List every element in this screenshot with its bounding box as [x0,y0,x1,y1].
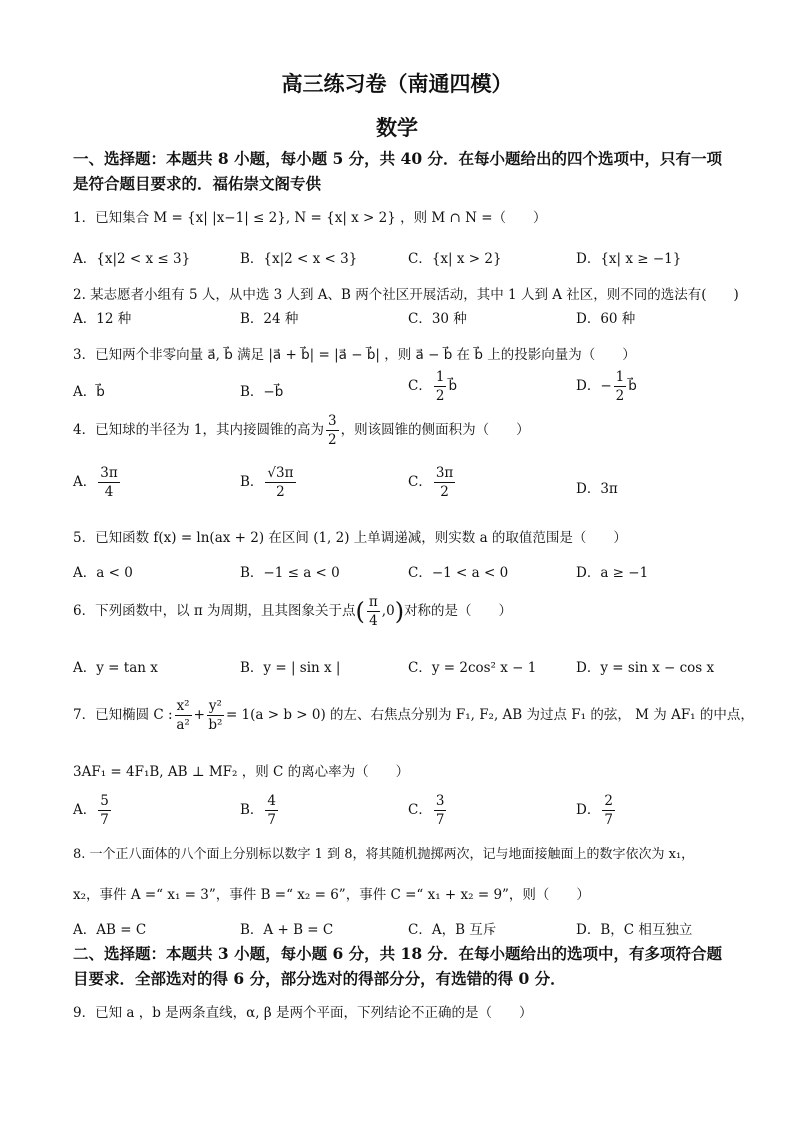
q4-option-c: C． $\frac{3\pi}{2}$ [408,465,454,500]
q6-option-d: D．y = sin x − cos x [576,660,715,676]
q2-option-c: C．30 种 [408,311,467,327]
q6-point-fraction: $\frac{\pi}{4}$ [368,594,378,629]
q7-stem-line1: 7．已知椭圆 C : $\frac{\text{x²}}{\text{a²}}$ + $\frac{\text{y²}}{\text{b²}}$ = 1(a > b > 0) 的左、右焦点分别为 F₁, F₂, AB 为过点 F₁ 的弦， M 为 AF₁ 的中点， [73,698,754,733]
q6-stem: 6．下列函数中，以 π 为周期，且其图象关于点( $\frac{\pi}{4}$ ,0)对称的是（ ） [73,594,513,629]
q7-option-c: C． $\frac{3}{7}$ [408,793,445,828]
q6-option-b: B．y = | sin x | [240,660,341,676]
q8-stem-line2: x₂，事件 A =“ x₁ = 3”，事件 B =“ x₂ = 6”，事件 C =“ x₁ + x₂ = 9”，则（ ） [73,887,590,903]
section-2-heading: 二、选择题：本题共 3 小题，每小题 6 分，共 18 分．在每小题给出的选项中，有多项符合题目要求．全部选对的得 6 分，部分选对的得部分分，有选错的得 0 分． [73,944,723,988]
q1-option-d: D．{x| x ≥ −1} [576,251,682,267]
q7-option-b: B． $\frac{4}{7}$ [240,793,277,828]
q6-option-c: C．y = 2cos² x − 1 [408,660,537,676]
q4-height-fraction: $\frac{3}{2}$ [327,413,337,448]
section-1-heading: 一、选择题：本题共 8 小题，每小题 5 分，共 40 分．在每小题给出的四个选项中，只有一项是符合题目要求的．福佑崇文阁专供 [73,149,723,193]
q7-option-d: D． $\frac{2}{7}$ [576,793,613,828]
q3-option-c: C． $\frac{1}{2}$ b⃗ [408,369,458,404]
q3-option-a: A．b⃗ [73,384,105,400]
q2-option-d: D．60 种 [576,311,636,327]
q4-option-b: B． $\frac{√3\pi}{2}$ [240,465,294,500]
subject-title: 数学 [376,115,418,140]
q1-option-b: B．{x|2 < x < 3} [240,251,358,267]
q8-option-c: C．A，B 互斥 [408,922,497,938]
q5-option-b: B．−1 ≤ a < 0 [240,565,340,581]
q4-stem: 4．已知球的半径为 1，其内接圆锥的高为 $\frac{3}{2}$ ，则该圆锥的侧面积为（ ） [73,413,530,448]
q4-option-a: A． $\frac{3\pi}{4}$ [73,465,118,500]
q5-option-d: D．a ≥ −1 [576,565,649,581]
q2-option-b: B．24 种 [240,311,299,327]
q3-option-d: D．− $\frac{1}{2}$ b⃗ [576,369,637,404]
q6-option-a: A．y = tan x [73,660,158,676]
q4-option-d: D．3π [576,481,618,497]
q8-stem-line1: 8. 一个正八面体的八个面上分别标以数字 1 到 8，将其随机抛掷两次，记与地面接触面上的数字依次为 x₁， [73,847,695,862]
q1-stem: 1．已知集合 M = {x| |x−1| ≤ 2}, N = {x| x > 2} ，则 M ∩ N =（ ） [73,210,547,226]
q7-option-a: A． $\frac{5}{7}$ [73,793,109,828]
q5-option-c: C．−1 < a < 0 [408,565,509,581]
q9-stem: 9．已知 a ，b 是两条直线，α, β 是两个平面，下列结论不正确的是（ ） [73,1005,533,1021]
q3-option-b: B．−b⃗ [240,384,284,400]
page-title: 高三练习卷（南通四模） [281,71,513,96]
q1-option-c: C．{x| x > 2} [408,251,502,267]
q7-stem-line2: 3AF₁ = 4F₁B, AB ⊥ MF₂ ，则 C 的离心率为（ ） [73,764,410,780]
q3-d-fraction: $\frac{1}{2}$ [615,369,625,404]
q2-option-a: A．12 种 [73,311,132,327]
q2-stem: 2. 某志愿者小组有 5 人，从中选 3 人到 A、B 两个社区开展活动，其中 1 人到 A 社区，则不同的选法有( ) [73,287,739,303]
q1-option-a: A．{x|2 < x ≤ 3} [73,251,191,267]
q3-stem: 3．已知两个非零向量 a⃗, b⃗ 满足 |a⃗ + b⃗| = |a⃗ − b⃗| ，则 a⃗ − b⃗ 在 b⃗ 上的投影向量为（ ） [73,347,636,363]
q5-stem: 5．已知函数 f(x) = ln(ax + 2) 在区间 (1, 2) 上单调递减，则实数 a 的取值范围是（ ） [73,530,627,546]
q8-option-a: A．AB = C [73,922,147,938]
q8-option-b: B．A + B = C [240,922,334,938]
q3-c-fraction: $\frac{1}{2}$ [435,369,445,404]
q5-option-a: A．a < 0 [73,565,133,581]
q8-option-d: D．B，C 相互独立 [576,922,693,938]
